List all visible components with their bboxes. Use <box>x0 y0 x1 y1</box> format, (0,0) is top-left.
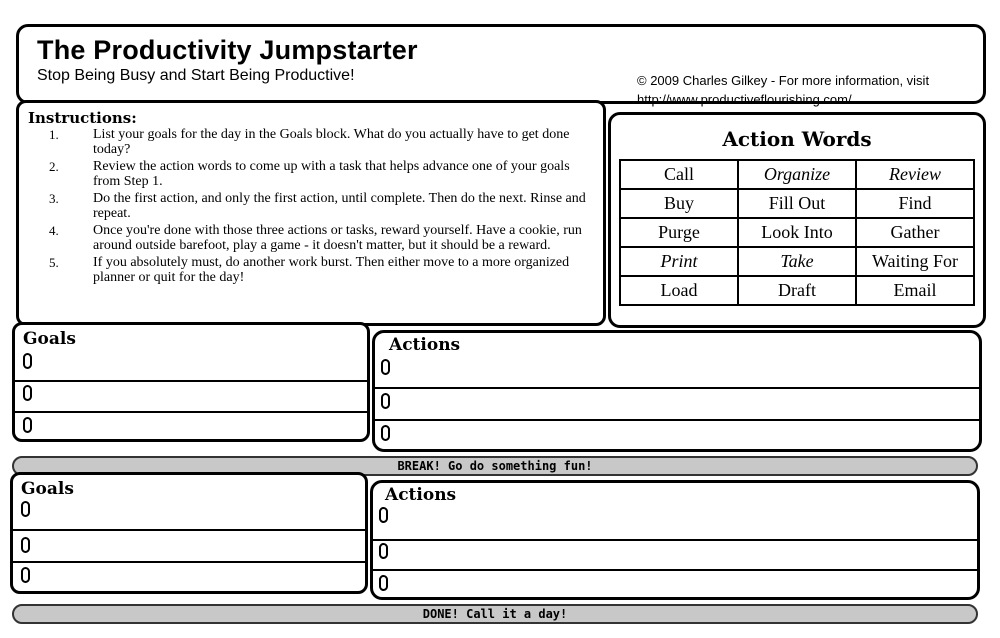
actions-label: Actions <box>385 485 457 505</box>
break-bar: BREAK! Go do something fun! <box>12 456 978 476</box>
checkbox-icon[interactable] <box>21 567 30 583</box>
checkbox-icon[interactable] <box>381 425 390 441</box>
instruction-item <box>27 255 597 285</box>
instructions-title: Instructions: <box>28 109 137 127</box>
page-title: The Productivity Jumpstarter <box>37 35 418 65</box>
checkbox-icon[interactable] <box>21 537 30 553</box>
instruction-number: 1. <box>49 127 59 142</box>
instruction-item <box>27 223 597 253</box>
instruction-text: If you absolutely must, do another work burst. Then either move to a more organized planner or quit for the day! <box>93 255 570 285</box>
goals-block-1 <box>12 322 370 442</box>
credit-text <box>637 71 987 109</box>
instruction-number: 4. <box>49 223 59 238</box>
action-word: Print <box>620 247 738 276</box>
goals-label: Goals <box>21 479 74 499</box>
checkbox-icon[interactable] <box>23 385 32 401</box>
instruction-text: List your goals for the day in the Goals block. What do you actually have to get done today? <box>93 127 570 157</box>
action-word: Draft <box>738 276 856 305</box>
checkbox-icon[interactable] <box>23 353 32 369</box>
checkbox-icon[interactable] <box>381 393 390 409</box>
action-word: Purge <box>620 218 738 247</box>
goal-line <box>13 561 365 563</box>
action-word: Take <box>738 247 856 276</box>
checkbox-icon[interactable] <box>381 359 390 375</box>
page-subtitle: Stop Being Busy and Start Being Productive! <box>37 67 355 84</box>
action-word: Gather <box>856 218 974 247</box>
instruction-item <box>27 191 597 221</box>
action-words-box <box>608 112 986 328</box>
instructions-list <box>27 127 597 287</box>
goals-label: Goals <box>23 329 76 349</box>
checkbox-icon[interactable] <box>379 507 388 523</box>
instruction-number: 5. <box>49 255 59 270</box>
instruction-text: Do the first action, and only the first action, until complete. Then do the next. Rinse and repeat. <box>93 191 586 221</box>
goal-line <box>15 380 367 382</box>
checkbox-icon[interactable] <box>23 417 32 433</box>
done-bar: DONE! Call it a day! <box>12 604 978 624</box>
credit-line-1: © 2009 Charles Gilkey - For more information, visit <box>637 73 930 88</box>
action-word: Fill Out <box>738 189 856 218</box>
checkbox-icon[interactable] <box>379 575 388 591</box>
action-words-title: Action Words <box>722 127 872 151</box>
action-line <box>373 539 977 541</box>
action-words-grid <box>619 159 975 306</box>
action-line <box>375 387 979 389</box>
instruction-number: 3. <box>49 191 59 206</box>
action-word: Organize <box>738 160 856 189</box>
action-word: Waiting For <box>856 247 974 276</box>
header-box <box>16 24 986 107</box>
action-word: Email <box>856 276 974 305</box>
instructions-box <box>16 100 606 326</box>
instruction-item <box>27 159 597 189</box>
goal-line <box>13 529 365 531</box>
goal-line <box>15 411 367 413</box>
goals-block-2 <box>10 472 368 594</box>
action-word: Review <box>856 160 974 189</box>
action-word: Look Into <box>738 218 856 247</box>
actions-block-2 <box>370 480 980 600</box>
checkbox-icon[interactable] <box>379 543 388 559</box>
instruction-number: 2. <box>49 159 59 174</box>
actions-label: Actions <box>389 335 461 355</box>
action-word: Find <box>856 189 974 218</box>
action-line <box>375 419 979 421</box>
instruction-text: Review the action words to come up with a task that helps advance one of your goals from Step 1. <box>93 159 570 189</box>
actions-block-1 <box>372 330 982 452</box>
action-word: Buy <box>620 189 738 218</box>
credit-url[interactable]: http://www.productiveflourishing.com/ <box>637 92 852 107</box>
action-word: Call <box>620 160 738 189</box>
checkbox-icon[interactable] <box>21 501 30 517</box>
instruction-item <box>27 127 597 157</box>
instruction-text: Once you're done with those three actions or tasks, reward yourself. Have a cookie, run around outside barefoot, play a game - it doesn't matter, but it should be a reward. <box>93 223 582 253</box>
action-word: Load <box>620 276 738 305</box>
action-line <box>373 569 977 571</box>
